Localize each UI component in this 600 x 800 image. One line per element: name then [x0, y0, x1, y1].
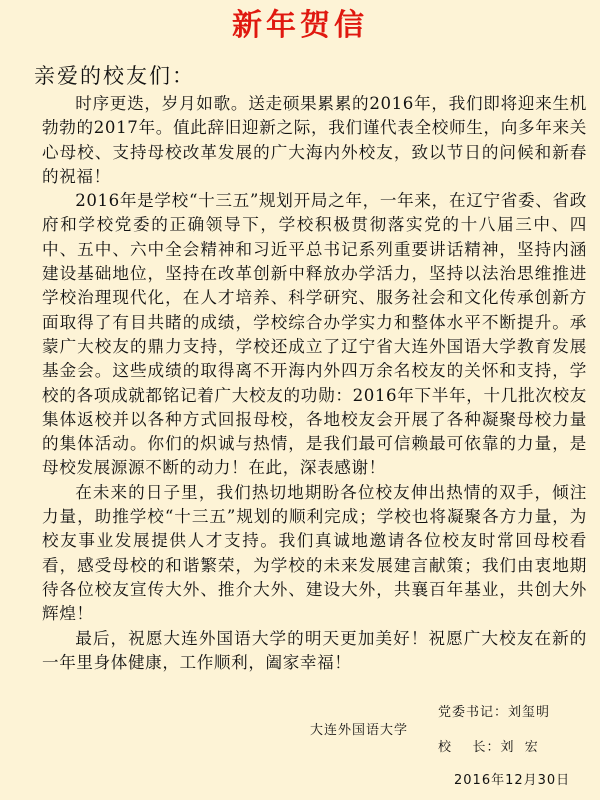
signature-party-secretary: 党委书记：刘玺明 [438, 705, 551, 720]
signature-university: 大连外国语大学 [310, 723, 409, 738]
signature-president: 校 长：刘 宏 [438, 740, 539, 755]
paragraph-future: 在未来的日子里，我们热切地期盼各位校友伸出热情的双手，倾注力量，助推学校“十三五”规划的顺利完成；学校也将凝聚各方力量，为校友事业发展提供人才支持。我们真诚地邀请各位校友时常回母校看看，感受母校的和谐繁荣，为学校的未来发展建言献策；我们由衷地期待各位校友宣传大外、推介大外、建设大外，共襄百年基业，共创大外辉煌！ [42, 482, 587, 624]
paragraph-greeting: 时序更迭，岁月如歌。送走硕果累累的2016年，我们即将迎来生机勃勃的2017年。值此辞旧迎新之际，我们谨代表全校师生，向多年来关心母校、支持母校改革发展的广大海内外校友，致以节日的问候和新春的祝福！ [42, 94, 587, 186]
paragraph-achievements: 2016年是学校“十三五”规划开局之年，一年来，在辽宁省委、省政府和学校党委的正确领导下，学校积极贯彻落实党的十八届三中、四中、五中、六中全会精神和习近平总书记系列重要讲话精神，坚持内涵建设基础地位，坚持在改革创新中释放办学活力，坚持以法治思维推进学校治理现代化，在人才培养、科学研究、服务社会和文化传承创新方面取得了有目共睹的成绩，学校综合办学实力和整体水平不断提升。承蒙广大校友的鼎力支持，学校还成立了辽宁省大连外国语大学教育发展基金会。这些成绩的取得离不开海内外四万余名校友的关怀和支持，学校的各项成就都铭记着广大校友的功勋：2016年下半年，十几批次校友集体返校并以各种方式回报母校，各地校友会开展了各种凝聚母校力量的集体活动。你们的炽诚与热情，是我们最可信赖最可依靠的力量，是母校发展源源不断的动力！在此，深表感谢！ [42, 191, 587, 478]
letter-title: 新年贺信 [232, 8, 368, 43]
paragraph-closing-wishes: 最后，祝愿大连外国语大学的明天更加美好！祝愿广大校友在新的一年里身体健康，工作顺利，阖家幸福！ [42, 628, 587, 672]
letter-body [42, 92, 587, 675]
salutation: 亲爱的校友们： [34, 64, 195, 88]
letter-date: 2016年12月30日 [454, 773, 571, 788]
